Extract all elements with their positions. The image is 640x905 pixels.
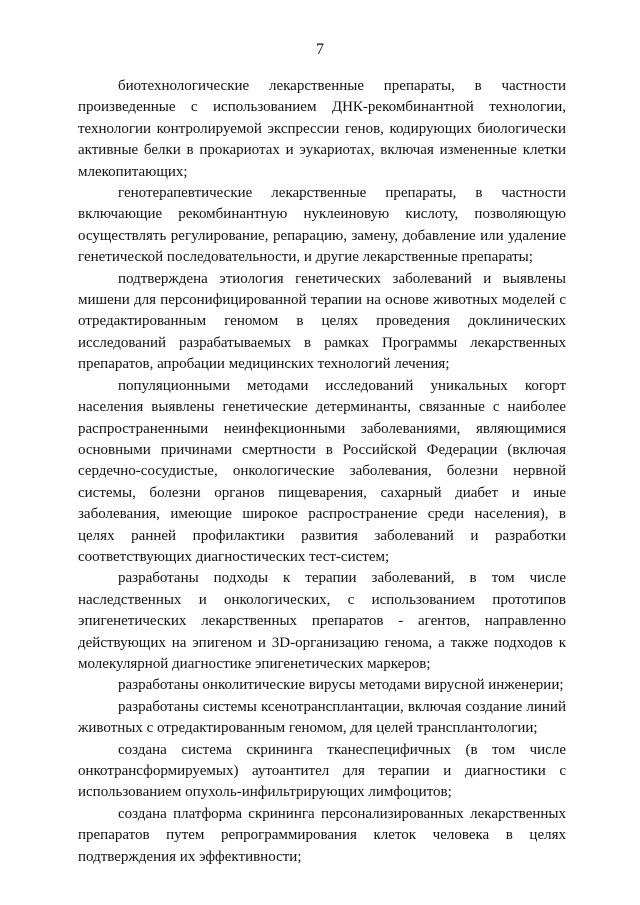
paragraph-epigenetic-therapy: разработаны подходы к терапии заболеваний, в том числе наследственных и онкологических, с использованием прототипов эпигенетических лекарственных препаратов - агентов, направленно действующих на эпигеном и 3D-организацию генома, а также подходов к молекулярной диагностике эпигенетических маркеров; (78, 570, 566, 672)
document-body (78, 76, 566, 868)
paragraph-drug-screening-platform: создана платформа скрининга персонализированных лекарственных препаратов путем репрограммирования клеток человека в целях подтверждения их эффективности; (78, 805, 566, 865)
paragraph-biotech-drugs: биотехнологические лекарственные препараты, в частности произведенные с использованием ДНК-рекомбинантной технологии, технологии контролируемой экспрессии генов, кодирующих биологически активные белки в прокариотах и эукариотах, включая измененные клетки млекопитающих; (78, 78, 566, 180)
paragraph-population-methods: популяционными методами исследований уникальных когорт населения выявлены генетические детерминанты, связанные с наиболее распространенными неинфекционными заболеваниями, являющимися основными причинами смертности в Российской Федерации (включая сердечно-сосудистые, онкологические заболевания, болезни нервной системы, болезни органов пищеварения, сахарный диабет и иные заболевания, имеющие широкое распространение среди населения), в целях ранней профилактики развития заболеваний и разработки соответствующих диагностических тест-систем; (78, 377, 566, 565)
paragraph-genetic-etiology: подтверждена этиология генетических заболеваний и выявлены мишени для персонифицированной терапии на основе животных моделей с отредактированным геномом в целях проведения доклинических исследований разрабатываемых в рамках Программы лекарственных препаратов, апробации медицинских технологий лечения; (78, 270, 566, 373)
page-number: 7 (316, 41, 324, 58)
paragraph-autoantibody-screening: создана система скрининга тканеспецифичных (в том числе онкотрансформируемых) аутоантител для терапии и диагностики с использованием опухоль-инфильтрирующих лимфоцитов; (78, 741, 566, 801)
paragraph-gene-therapy-drugs: генотерапевтические лекарственные препараты, в частности включающие рекомбинантную нуклеиновую кислоту, позволяющую осуществлять регулирование, репарацию, замену, добавление или удаление генетической последовательности, и другие лекарственные препараты; (78, 185, 566, 266)
paragraph-oncolytic-viruses: разработаны онколитические вирусы методами вирусной инженерии; (118, 677, 564, 694)
paragraph-xenotransplantation: разработаны системы ксенотрансплантации, включая создание линий животных с отредактированным геномом, для целей трансплантологии; (78, 698, 566, 737)
